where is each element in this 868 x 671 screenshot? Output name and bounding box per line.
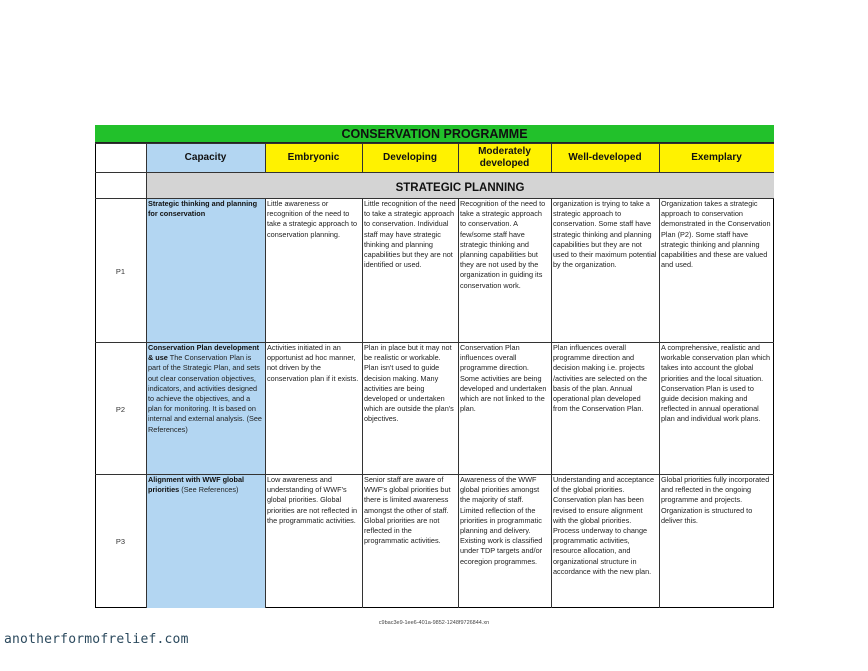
grid-line — [95, 143, 774, 144]
capacity-title: Alignment with WWF global priorities — [148, 475, 245, 495]
site-watermark: anotherformofrelief.com — [4, 632, 189, 647]
grid-line — [362, 143, 363, 172]
capacity-title: Conservation Plan development & use — [148, 343, 260, 363]
grid-line — [95, 172, 774, 173]
cell-p2-moderately-developed: Conservation Plan influences overall programme direction. Some activities are being developed and undertaken which are not linked to the plan. — [460, 343, 547, 414]
cell-p1-well-developed: organization is trying to take a strategic approach to conservation. Some staff have strategic thinking and planning capabilities but they are not used to their maximum potential by the organization. — [553, 199, 657, 270]
cell-p1-exemplary: Organization takes a strategic approach to conservation demonstrated in the Conservation Plan (P2). Some staff have strategic thinking and planning capabilities and these are valued and used. — [661, 199, 771, 270]
capacity-description: (See References) — [179, 485, 239, 495]
header-capacity: Capacity — [146, 143, 265, 172]
table-title: CONSERVATION PROGRAMME — [95, 125, 774, 143]
grid-line — [551, 143, 552, 172]
section-strategic-planning: STRATEGIC PLANNING — [146, 172, 774, 198]
cell-p2-exemplary: A comprehensive, realistic and workable conservation plan which takes into account the global priorities and the local situation. Conservation Plan is used to guide decision making and reflected in annual operational plan and individual work plans. — [661, 343, 771, 424]
cell-p3-exemplary: Global priorities fully incorporated and reflected in the ongoing programme and projects. Organization is structured to deliver this. — [661, 475, 770, 525]
row-label-p2: P2 — [115, 405, 126, 414]
header-exemplary: Exemplary — [659, 143, 774, 172]
row-label-p1: P1 — [115, 267, 126, 276]
cell-p2-well-developed: Plan influences overall programme direction and decision making i.e. projects /activities are selected on the basis of the plan. Annual operational plan developed from the Conservation Plan. — [553, 343, 648, 414]
cell-p2-embryonic: Activities initiated in an opportunist ad hoc manner, not driven by the conservation plan if it exists. — [267, 343, 359, 383]
cell-p3-moderately-developed: Awareness of the WWF global priorities amongst the majority of staff. Limited reflection of the priorities in programmatic planning and delivery. Existing work is classified under TDP targets and/or ecoregion programmes. — [460, 475, 543, 566]
cell-p3-developing: Senior staff are aware of WWF's global priorities but there is limited awareness amongst the other of staff. Global priorities are not reflected in the programmatic activities. — [364, 475, 451, 546]
cell-p1-embryonic: Little awareness or recognition of the need to take a strategic approach to conservation planning. — [267, 199, 358, 239]
cell-p1-developing: Little recognition of the need to take a strategic approach to conservation. Individual staff may have strategic thinking and planning capabilities but they are not identified or used. — [364, 199, 456, 270]
capacity-title: Strategic thinking and planning for conservation — [148, 199, 258, 219]
capacity-description: The Conservation Plan is part of the Strategic Plan, and sets out clear conservation objectives, indicators, and activities designed to achieve the objectives, and a plan for monitoring. It is based on internal and external analysis. (See References) — [148, 353, 262, 434]
row-label-p3: P3 — [115, 537, 126, 546]
cell-p3-embryonic: Low awareness and understanding of WWF's global priorities. Global priorities are not reflected in the programmatic activities. — [267, 475, 358, 525]
header-embryonic: Embryonic — [265, 143, 362, 172]
cell-p2-developing: Plan in place but it may not be realistic or workable. Plan isn't used to guide decision making. Many activities are being developed or undertaken which are outside the plan's objectives. — [364, 343, 454, 424]
cell-p1-moderately-developed: Recognition of the need to take a strategic approach to conservation. A few/some staff have strategic thinking and planning capabilities but they are not used by the organization in guiding its conservation work. — [460, 199, 546, 290]
grid-line — [265, 143, 266, 172]
header-well-developed: Well-developed — [551, 143, 659, 172]
capacity-p1 — [146, 198, 265, 342]
capacity-p2 — [146, 342, 265, 474]
grid-line — [458, 143, 459, 172]
header-moderately-developed: Moderately developed — [458, 143, 551, 172]
capacity-p3 — [146, 474, 265, 608]
grid-line — [659, 143, 660, 172]
cell-p3-well-developed: Understanding and acceptance of the global priorities. Conservation plan has been revised to ensure alignment with the global priorities. Process underway to change programmatic activities, resource allocation, and organizational structure in accordance with the new plan. — [553, 475, 655, 576]
document-code: c9bac3e9-1ee6-401a-9852-1248f9726844.xn — [378, 620, 490, 626]
header-developing: Developing — [362, 143, 458, 172]
